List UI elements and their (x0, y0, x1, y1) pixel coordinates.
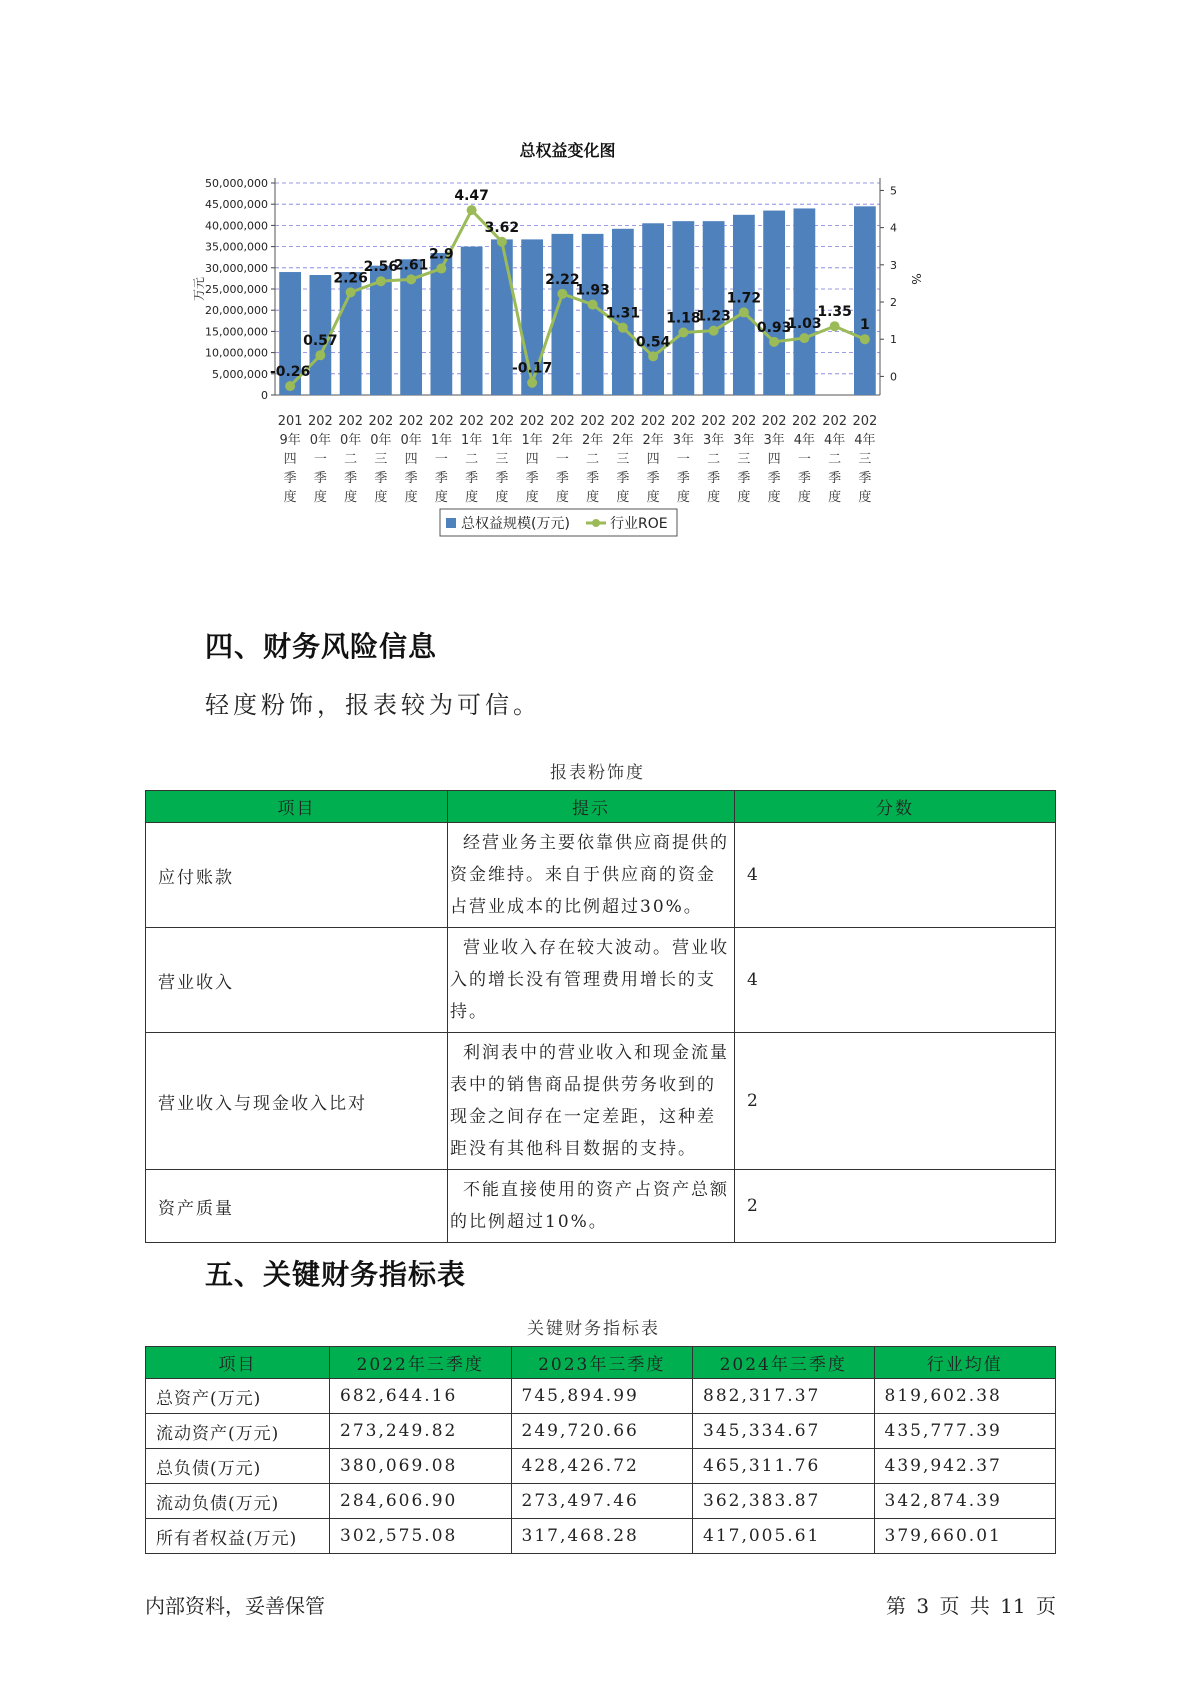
x-tick-label: 季 (525, 471, 539, 486)
x-tick-label: 1年 (491, 433, 513, 448)
roe-point (860, 334, 870, 344)
column-header-industry-avg: 行业均值 (874, 1347, 1056, 1379)
x-tick-label: 季 (616, 471, 630, 486)
roe-point (588, 300, 598, 310)
y2-tick-label: 0 (890, 370, 897, 384)
legend-swatch-point (592, 519, 600, 527)
cell-label: 总负债(万元) (146, 1449, 330, 1484)
roe-point (285, 381, 295, 391)
x-tick-label: 4年 (854, 433, 876, 448)
cell-value: 682,644.16 (330, 1379, 512, 1414)
x-tick-label: 202 (338, 414, 364, 429)
x-tick-label: 度 (586, 490, 600, 505)
cell-label: 流动资产(万元) (146, 1414, 330, 1449)
x-tick-label: 一 (797, 452, 811, 467)
cell-label: 总资产(万元) (146, 1379, 330, 1414)
table-caption-key-indicators: 关键财务指标表 (527, 1319, 660, 1339)
y2-tick-label: 2 (890, 296, 897, 310)
x-tick-label: 202 (489, 414, 515, 429)
bar (430, 253, 452, 395)
roe-data-label: 4.47 (454, 188, 489, 205)
x-tick-label: 度 (676, 490, 690, 505)
bar (582, 234, 604, 395)
row-item: 应付账款 (146, 823, 448, 928)
chart-title: 总权益变化图 (519, 141, 616, 160)
cell-value: 379,660.01 (874, 1519, 1056, 1554)
row-item: 营业收入 (146, 928, 448, 1033)
footer-page-number: 第 3 页 共 11 页 (886, 1594, 1056, 1618)
cell-value: 745,894.99 (511, 1379, 693, 1414)
x-tick-label: 度 (434, 490, 448, 505)
cell-value: 342,874.39 (874, 1484, 1056, 1519)
table-header-row (146, 791, 1056, 823)
roe-point (769, 337, 779, 347)
risk-summary-text: 轻度粉饰，报表较为可信。 (205, 691, 541, 719)
y-tick-label: 15,000,000 (205, 325, 268, 339)
y-tick-label: 30,000,000 (205, 261, 268, 275)
roe-point (830, 321, 840, 331)
key-indicators-table (145, 1346, 1056, 1554)
y2-axis-title: % (909, 273, 923, 285)
x-tick-label: 202 (852, 414, 878, 429)
roe-data-label: 2.22 (545, 271, 580, 288)
roe-point (618, 323, 628, 333)
x-tick-label: 一 (313, 452, 327, 467)
x-tick-label: 季 (586, 471, 600, 486)
roe-point (467, 205, 477, 215)
x-tick-label: 四 (404, 452, 418, 467)
roe-data-label: 2.61 (393, 257, 429, 274)
column-header-score: 分数 (735, 791, 1056, 823)
x-tick-label: 二 (344, 452, 358, 467)
column-header-2024q3: 2024年三季度 (693, 1347, 875, 1379)
x-tick-label: 202 (428, 414, 454, 429)
x-tick-label: 202 (791, 414, 817, 429)
x-tick-label: 季 (707, 471, 721, 486)
x-tick-label: 三 (737, 452, 751, 467)
roe-data-label: -0.17 (511, 360, 553, 377)
bar (672, 221, 694, 395)
x-tick-label: 202 (761, 414, 787, 429)
x-tick-label: 季 (737, 471, 751, 486)
x-tick-label: 3年 (672, 433, 695, 448)
x-tick-label: 202 (307, 414, 333, 429)
x-tick-label: 度 (828, 490, 842, 505)
table-row (146, 1484, 1056, 1519)
y2-tick-label: 5 (890, 184, 897, 198)
x-tick-label: 度 (707, 490, 721, 505)
legend-label-line: 行业ROE (610, 516, 668, 532)
x-tick-label: 3年 (733, 433, 755, 448)
column-header-2023q3: 2023年三季度 (511, 1347, 693, 1379)
table-row (146, 1379, 1056, 1414)
x-tick-label: 季 (555, 471, 569, 486)
bar (763, 211, 785, 395)
row-item: 资产质量 (146, 1170, 448, 1243)
roe-point (557, 289, 567, 299)
x-tick-label: 一 (434, 452, 448, 467)
cell-value: 249,720.66 (511, 1414, 693, 1449)
x-tick-label: 一 (555, 452, 569, 467)
x-tick-label: 1年 (460, 433, 483, 448)
section-heading-financial-risk: 四、财务风险信息 (205, 630, 438, 663)
x-tick-label: 2年 (612, 433, 634, 448)
cell-value: 273,497.46 (511, 1484, 693, 1519)
x-tick-label: 度 (616, 490, 630, 505)
x-tick-label: 202 (701, 414, 727, 429)
x-tick-label: 度 (737, 490, 751, 505)
y-tick-label: 25,000,000 (205, 283, 268, 296)
cell-value: 302,575.08 (330, 1519, 512, 1554)
column-header-2022q3: 2022年三季度 (330, 1347, 512, 1379)
x-tick-label: 季 (465, 471, 479, 486)
row-score: 2 (735, 1033, 1056, 1170)
x-tick-label: 三 (858, 452, 872, 467)
y-tick-label: 35,000,000 (205, 240, 268, 254)
x-tick-label: 202 (640, 414, 666, 429)
x-tick-label: 二 (586, 452, 600, 467)
bar (793, 208, 815, 395)
x-tick-label: 0年 (400, 433, 422, 448)
roe-data-label: 2.56 (363, 259, 399, 276)
roe-data-label: 1.72 (726, 290, 762, 307)
equity-chart (180, 140, 980, 600)
x-tick-label: 202 (822, 414, 848, 429)
x-tick-label: 1年 (430, 433, 453, 448)
x-tick-label: 度 (646, 490, 660, 505)
cell-value: 465,311.76 (693, 1449, 875, 1484)
table-row (146, 823, 1056, 928)
x-tick-label: 季 (374, 471, 388, 486)
cell-value: 439,942.37 (874, 1449, 1056, 1484)
row-score: 4 (735, 823, 1056, 928)
cell-value: 273,249.82 (330, 1414, 512, 1449)
x-tick-label: 201 (277, 414, 303, 429)
x-tick-label: 四 (525, 452, 539, 467)
row-hint: 不能直接使用的资产占资产总额的比例超过10%。 (448, 1170, 735, 1243)
roe-data-label: 1.35 (817, 304, 852, 321)
cell-value: 882,317.37 (693, 1379, 875, 1414)
x-tick-label: 一 (676, 452, 690, 467)
x-tick-label: 2年 (581, 433, 604, 448)
y-tick-label: 20,000,000 (205, 304, 268, 318)
roe-data-label: 1.31 (605, 305, 641, 322)
cell-value: 435,777.39 (874, 1414, 1056, 1449)
roe-data-label: 0.93 (756, 319, 792, 336)
cell-value: 317,468.28 (511, 1519, 693, 1554)
table-row (146, 1170, 1056, 1243)
x-tick-label: 度 (555, 490, 569, 505)
roe-point (709, 326, 719, 336)
x-tick-label: 四 (767, 452, 781, 467)
table-row (146, 928, 1056, 1033)
table-row (146, 1519, 1056, 1554)
x-tick-label: 三 (495, 452, 509, 467)
cell-label: 所有者权益(万元) (146, 1519, 330, 1554)
x-tick-label: 202 (519, 414, 545, 429)
x-tick-label: 度 (374, 490, 388, 505)
x-tick-label: 季 (313, 471, 327, 486)
x-tick-label: 2年 (551, 433, 574, 448)
roe-data-label: 1.18 (666, 310, 701, 327)
roe-data-label: -0.26 (269, 364, 311, 381)
cell-value: 362,383.87 (693, 1484, 875, 1519)
x-tick-label: 季 (797, 471, 811, 486)
bar (491, 239, 513, 395)
y-tick-label: 45,000,000 (205, 198, 268, 212)
roe-point (315, 350, 325, 360)
x-tick-label: 度 (525, 490, 539, 505)
column-header-item: 项目 (146, 791, 448, 823)
roe-data-label: 1.03 (787, 316, 822, 333)
x-tick-label: 二 (828, 452, 842, 467)
y-tick-label: 40,000,000 (205, 219, 268, 233)
x-tick-label: 度 (495, 490, 509, 505)
column-header-hint: 提示 (448, 791, 735, 823)
bar (461, 247, 483, 395)
table-caption-whitewash: 报表粉饰度 (550, 763, 645, 783)
roe-point (436, 264, 446, 274)
column-header-item: 项目 (146, 1347, 330, 1379)
row-hint: 利润表中的营业收入和现金流量表中的销售商品提供劳务收到的现金之间存在一定差距，这种差距没有其他科目数据的支持。 (448, 1033, 735, 1170)
x-tick-label: 1年 (521, 433, 543, 448)
x-tick-label: 季 (676, 471, 690, 486)
section-heading-key-indicators: 五、关键财务指标表 (205, 1258, 467, 1291)
x-tick-label: 季 (646, 471, 660, 486)
bar (642, 223, 664, 395)
cell-value: 819,602.38 (874, 1379, 1056, 1414)
roe-data-label: 0.57 (303, 333, 338, 350)
roe-point (678, 328, 688, 338)
x-tick-label: 度 (465, 490, 479, 505)
x-tick-label: 二 (707, 452, 721, 467)
legend-swatch-bar (446, 518, 456, 528)
x-tick-label: 季 (283, 471, 297, 486)
x-tick-label: 202 (731, 414, 757, 429)
y2-tick-label: 3 (890, 258, 897, 272)
roe-point (376, 276, 386, 286)
roe-data-label: 2.9 (428, 246, 454, 263)
x-tick-label: 202 (398, 414, 424, 429)
whitewash-table (145, 790, 1056, 1243)
roe-point (346, 287, 356, 297)
x-tick-label: 度 (767, 490, 781, 505)
x-tick-label: 202 (459, 414, 485, 429)
x-tick-label: 度 (797, 490, 811, 505)
row-item: 营业收入与现金收入比对 (146, 1033, 448, 1170)
x-tick-label: 三 (616, 452, 630, 467)
roe-point (406, 274, 416, 284)
x-tick-label: 3年 (702, 433, 725, 448)
cell-value: 284,606.90 (330, 1484, 512, 1519)
table-row (146, 1033, 1056, 1170)
x-tick-label: 4年 (823, 433, 846, 448)
row-hint: 营业收入存在较大波动。营业收入的增长没有管理费用增长的支持。 (448, 928, 735, 1033)
y2-tick-label: 1 (890, 333, 897, 347)
legend-label-bar: 总权益规模(万元) (461, 516, 570, 532)
x-tick-label: 季 (434, 471, 448, 486)
bar (854, 206, 876, 395)
roe-data-label: 0.54 (635, 334, 671, 351)
x-tick-label: 9年 (279, 433, 301, 448)
x-tick-label: 季 (828, 471, 842, 486)
x-tick-label: 度 (313, 490, 327, 505)
x-tick-label: 度 (858, 490, 872, 505)
y-tick-label: 0 (261, 389, 268, 402)
x-tick-label: 二 (465, 452, 479, 467)
cell-value: 417,005.61 (693, 1519, 875, 1554)
roe-data-label: 1.93 (575, 282, 610, 299)
x-tick-label: 202 (610, 414, 636, 429)
y-tick-label: 50,000,000 (205, 177, 268, 190)
roe-data-label: 3.62 (484, 219, 520, 236)
x-tick-label: 度 (283, 490, 297, 505)
roe-data-label: 1 (860, 317, 870, 334)
y2-tick-label: 4 (890, 221, 897, 235)
roe-point (527, 378, 537, 388)
roe-point (648, 351, 658, 361)
x-tick-label: 三 (374, 452, 388, 467)
roe-data-label: 1.23 (696, 308, 731, 325)
cell-value: 345,334.67 (693, 1414, 875, 1449)
cell-value: 380,069.08 (330, 1449, 512, 1484)
x-tick-label: 四 (283, 452, 297, 467)
x-tick-label: 202 (368, 414, 394, 429)
cell-label: 流动负债(万元) (146, 1484, 330, 1519)
x-tick-label: 季 (495, 471, 509, 486)
x-tick-label: 0年 (309, 433, 332, 448)
row-hint: 经营业务主要依靠供应商提供的资金维持。来自于供应商的资金占营业成本的比例超过30%。 (448, 823, 735, 928)
x-tick-label: 2年 (642, 433, 664, 448)
row-score: 4 (735, 928, 1056, 1033)
x-tick-label: 202 (549, 414, 575, 429)
table-header-row (146, 1347, 1056, 1379)
x-tick-label: 四 (646, 452, 660, 467)
equity-chart-svg (180, 140, 980, 600)
y-tick-label: 5,000,000 (212, 367, 268, 381)
y-axis-title: 万元 (192, 276, 206, 302)
y-tick-label: 10,000,000 (205, 346, 268, 360)
x-tick-label: 202 (670, 414, 696, 429)
cell-value: 428,426.72 (511, 1449, 693, 1484)
table-row (146, 1414, 1056, 1449)
x-tick-label: 季 (404, 471, 418, 486)
x-tick-label: 202 (580, 414, 606, 429)
row-score: 2 (735, 1170, 1056, 1243)
x-tick-label: 季 (767, 471, 781, 486)
x-tick-label: 度 (344, 490, 358, 505)
x-tick-label: 3年 (763, 433, 785, 448)
table-row (146, 1449, 1056, 1484)
x-tick-label: 度 (404, 490, 418, 505)
roe-point (799, 333, 809, 343)
x-tick-label: 季 (858, 471, 872, 486)
x-tick-label: 4年 (793, 433, 816, 448)
x-tick-label: 0年 (339, 433, 362, 448)
footer-confidential-note: 内部资料，妥善保管 (145, 1594, 325, 1618)
roe-data-label: 2.26 (333, 270, 368, 287)
roe-point (497, 237, 507, 247)
roe-point (739, 307, 749, 317)
x-tick-label: 0年 (370, 433, 392, 448)
x-tick-label: 季 (344, 471, 358, 486)
